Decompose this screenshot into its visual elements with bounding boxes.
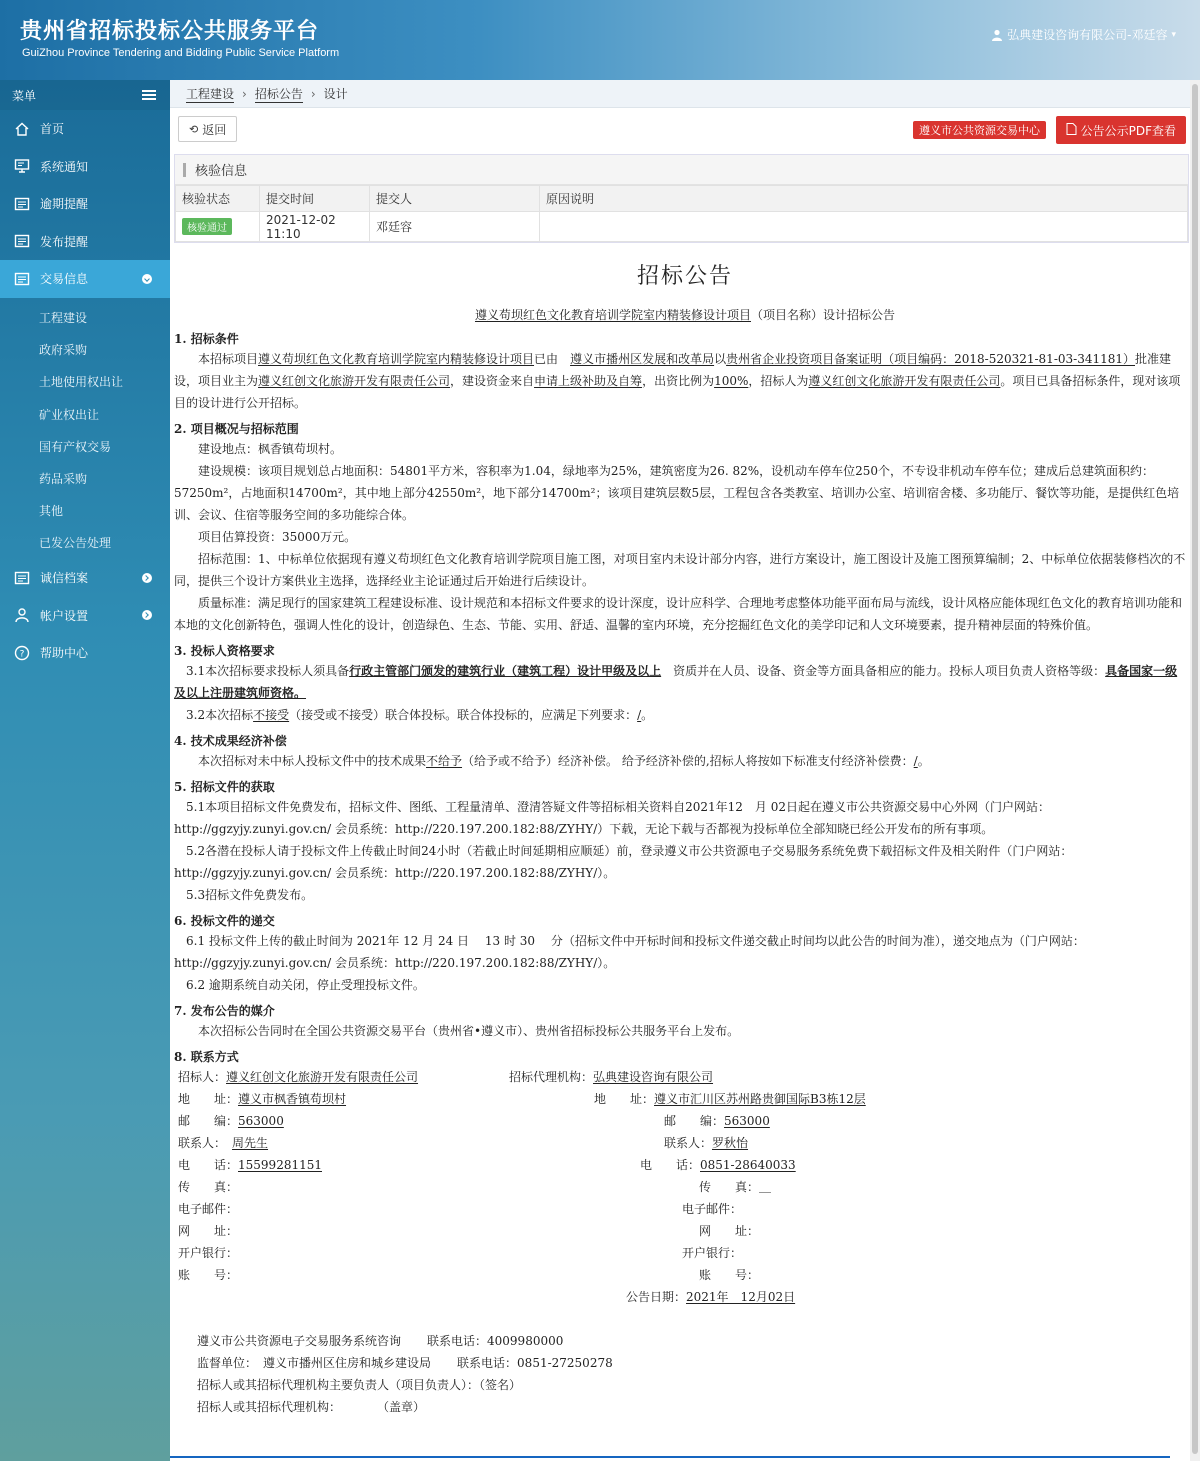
contact-row <box>174 1066 1200 1088</box>
label: 电 话： <box>640 1158 701 1172</box>
chevron-right-icon <box>142 573 152 583</box>
column-header: 提交时间 <box>260 186 370 212</box>
value: 遵义市汇川区苏州路贵御国际B3栋12层 <box>654 1092 866 1106</box>
chevron-right-icon: › <box>242 86 247 101</box>
sidebar-item-label: 系统通知 <box>40 159 89 174</box>
tenderer-account: 账 号： <box>178 1268 239 1282</box>
agent-zip <box>664 1110 770 1132</box>
paragraph: 本次招标公告同时在全国公共资源交易平台（贵州省•遵义市）、贵州省招标投标公共服务平台上发布。 <box>198 1024 740 1038</box>
paragraph <box>170 750 1200 772</box>
column-header: 核验状态 <box>176 186 260 212</box>
text: 。 <box>917 754 930 768</box>
footer-row <box>197 1330 1200 1352</box>
caret-down-icon: ▾ <box>1171 29 1176 40</box>
section-heading: 2. 项目概况与招标范围 <box>174 422 299 436</box>
paragraph: 建设规模：该项目规划总占地面积：54801平方米，容积率为1.04，绿地率为25%，建筑密度为26. 82%，设机动车停车位250个，不专设非机动车停车位；建成后总建筑面积约：57250m²，占地面积14700m²，其中地上部分42550m²，地下部分14700m²；该项目建筑层数5层，工程包含各类教室、培训办公室、培训宿舍楼、多功能厅、餐饮等功能，是提供红色培训、会议、住宿等服务空间的多功能综合体。 <box>174 464 1180 522</box>
contact-row <box>174 1132 1200 1154</box>
svg-text:?: ? <box>19 649 25 660</box>
sidebar-item-label: 逾期提醒 <box>40 197 89 212</box>
back-label: 返回 <box>202 122 227 137</box>
text: 遵义红创文化旅游开发有限责任公司 <box>808 374 1001 388</box>
scrollbar-thumb[interactable] <box>1192 84 1198 1454</box>
tenderer-tel <box>178 1154 322 1176</box>
sidebar-item-label: 发布提醒 <box>40 234 89 249</box>
tenderer-person <box>178 1132 268 1154</box>
hamburger-icon[interactable] <box>142 90 156 100</box>
text: 以 <box>714 352 727 366</box>
header <box>0 0 1200 80</box>
site-title: 贵州省招标投标公共服务平台 <box>20 19 320 44</box>
section-heading: 5. 招标文件的获取 <box>174 780 275 794</box>
text: 遵义苟坝红色文化教育培训学院室内精装修设计项目 <box>258 352 535 366</box>
sidebar-item-publish[interactable] <box>0 223 170 261</box>
value: 遵义红创文化旅游开发有限责任公司 <box>226 1070 419 1084</box>
sidebar-sub-item[interactable]: 其他 <box>39 504 64 519</box>
contact-row <box>174 1242 1200 1264</box>
heading-bar <box>183 163 186 177</box>
text: 批准建设，项目业主为 <box>174 352 1172 388</box>
sidebar-item-overdue[interactable] <box>0 185 170 223</box>
text: 资质并在人员、设备、资金等方面具备相应的能力。投标人项目负责人资格等级： <box>673 664 1106 678</box>
sidebar-submenu <box>0 298 170 560</box>
agent-account: 账 号： <box>699 1268 760 1282</box>
chevron-right-icon <box>142 610 152 620</box>
paragraph: 项目估算投资：35000万元。 <box>198 530 357 544</box>
text: 3.2本次招标 <box>186 708 254 722</box>
breadcrumb-current: 设计 <box>323 87 348 101</box>
value: 罗秋怡 <box>712 1136 749 1150</box>
text: ，建设资金来自 <box>450 374 535 388</box>
sidebar-item-label: 帮助中心 <box>40 646 89 661</box>
sidebar-sub-item[interactable]: 政府采购 <box>39 343 88 358</box>
paragraph: 质量标准：满足现行的国家建筑工程建设标准、设计规范和本招标文件要求的设计深度，设计应科学、合理地考虑整体功能平面布局与流线，设计风格应能体现红色文化的教育培训功能和本地的文化创新特色，强调人性化的设计，创造绿色、生态、节能、实用、舒适、温馨的室内环境，充分挖掘红色文化的美学印记和人文环境要素，提升精神层面的特殊价值。 <box>174 596 1183 632</box>
sidebar-item-label: 交易信息 <box>40 272 89 287</box>
time-cell: 2021-12-02 11:10 <box>260 212 370 242</box>
chevron-down-icon <box>142 274 152 284</box>
home-icon <box>14 121 30 137</box>
back-icon: ⟲ <box>189 122 199 136</box>
scrollbar[interactable] <box>1190 80 1200 1461</box>
section-heading: 6. 投标文件的递交 <box>174 914 275 928</box>
sidebar-sub-item[interactable]: 药品采购 <box>39 472 88 487</box>
contact-row <box>174 1176 1200 1198</box>
doc-title: 招标公告 <box>636 264 733 289</box>
label: 招标人： <box>178 1070 227 1084</box>
list-icon <box>14 196 30 212</box>
text: 3.1本次招标要求投标人须具备 <box>186 664 350 678</box>
text: 不给予 <box>426 754 463 768</box>
contact-row <box>174 1110 1200 1132</box>
text: 本次招标对未中标人投标文件中的技术成果 <box>198 754 427 768</box>
value: 2021年 12月02日 <box>686 1290 796 1304</box>
paragraph <box>170 660 1200 704</box>
text: 监督单位： <box>197 1356 252 1370</box>
sidebar-item-help[interactable] <box>0 634 170 672</box>
agent <box>509 1066 713 1088</box>
value: 弘典建设咨询有限公司 <box>593 1070 714 1084</box>
pdf-icon <box>1066 123 1077 138</box>
value: 563000 <box>724 1114 770 1128</box>
help-icon <box>14 645 30 661</box>
agent-bank: 开户银行： <box>682 1246 743 1260</box>
text: 具备国家一级及以上注册建筑师资格。 <box>174 664 1178 700</box>
label: 电 话： <box>178 1158 239 1172</box>
agent-fax <box>699 1176 771 1198</box>
bottom-divider <box>170 1456 1170 1458</box>
pdf-view-button[interactable] <box>1056 116 1186 144</box>
value: 0851-28640033 <box>700 1158 796 1172</box>
sidebar-item-label: 帐户设置 <box>40 608 89 623</box>
agent-web: 网 址： <box>699 1224 760 1238</box>
section-heading: 7. 发布公告的媒介 <box>174 1004 275 1018</box>
verify-table <box>175 185 1188 242</box>
doc-footer <box>170 1330 1200 1418</box>
list-icon <box>14 570 30 586</box>
value: 周先生 <box>232 1136 269 1150</box>
status-badge: 核验通过 <box>182 218 232 235</box>
status-cell <box>176 212 260 242</box>
value: ＿ <box>759 1180 772 1194</box>
site-subtitle: GuiZhou Province Tendering and Bidding Public Service Platform <box>22 47 340 59</box>
agent-tel <box>640 1154 796 1176</box>
verify-panel <box>174 154 1189 243</box>
trade-center-button[interactable]: 遵义市公共资源交易中心 <box>913 121 1046 139</box>
table-row <box>176 212 1188 242</box>
label: 传 真： <box>699 1180 760 1194</box>
paragraph: 5.1本项目招标文件免费发布，招标文件、图纸、工程量清单、澄清答疑文件等招标相关资料自2021年12 月 02日起在遵义市公共资源交易中心外网（门户网站：http://ggzyjy.zunyi.gov.cn/ 会员系统：http://220.197.200.182:88/ZYHY/）下载，无论下载与否都视为投标单位全部知晓已经公开发布的所有事项。 <box>174 800 1050 836</box>
text: 贵州省企业投资项目备案证明（项目编码：2018-520321-81-03-341181） <box>726 352 1136 366</box>
sidebar-sub-item[interactable]: 工程建设 <box>39 311 88 326</box>
paragraph: 6.2 逾期系统自动关闭，停止受理投标文件。 <box>186 978 425 992</box>
monitor-icon <box>14 158 30 174</box>
text: 遵义市公共资源电子交易服务系统咨询 <box>197 1334 402 1348</box>
label: 联系人： <box>178 1136 221 1150</box>
breadcrumb-item[interactable]: 工程建设 <box>186 86 235 101</box>
text: 。项目已具备招标条件，现对该项目的设计进行公开招标。 <box>174 374 1181 410</box>
footer-row <box>197 1352 1200 1374</box>
text: 100% <box>714 374 749 388</box>
menu-header <box>0 80 170 110</box>
paragraph: 建设地点：枫香镇苟坝村。 <box>198 442 343 456</box>
user-icon <box>991 29 1003 41</box>
section-heading: 1. 招标条件 <box>174 332 239 346</box>
submitter-cell: 邓廷容 <box>370 212 540 242</box>
sidebar-sub-item[interactable]: 矿业权出让 <box>39 407 100 422</box>
back-button[interactable] <box>178 116 237 142</box>
list-icon <box>14 271 30 287</box>
main-content <box>170 80 1200 1461</box>
sidebar-item-label: 诚信档案 <box>40 571 89 586</box>
value: 563000 <box>238 1114 284 1128</box>
user-menu[interactable] <box>991 26 1176 43</box>
text: 申请上级补助及自筹 <box>534 374 643 388</box>
user-name: 弘典建设咨询有限公司-邓廷容 <box>1007 28 1168 42</box>
agent-address <box>594 1088 866 1110</box>
verify-title: 核验信息 <box>195 164 248 179</box>
agent-person <box>664 1132 748 1154</box>
subtitle-rest: （项目名称）设计招标公告 <box>751 308 896 322</box>
footer-row: 招标人或其招标代理机构： （盖章） <box>197 1400 426 1414</box>
label: 招标代理机构： <box>509 1070 594 1084</box>
sidebar-sub-item[interactable]: 国有产权交易 <box>39 439 112 454</box>
publish-date <box>170 1286 1200 1308</box>
agent-email: 电子邮件： <box>682 1202 743 1216</box>
text: / <box>637 708 642 722</box>
tenderer-fax: 传 真： <box>178 1180 239 1194</box>
doc-subtitle <box>170 306 1200 324</box>
tenderer-bank: 开户银行： <box>178 1246 239 1260</box>
text: 已由 <box>534 352 559 366</box>
column-header: 原因说明 <box>540 186 1188 212</box>
paragraph: 5.3招标文件免费发布。 <box>186 888 314 902</box>
menu-label: 菜单 <box>12 88 37 103</box>
text: 不接受 <box>253 708 290 722</box>
contact-row <box>174 1088 1200 1110</box>
text: ，招标人为 <box>748 374 809 388</box>
paragraph <box>170 704 1200 726</box>
footer-row: 招标人或其招标代理机构主要负责人（项目负责人）：（签名） <box>197 1378 522 1392</box>
text: 。 <box>641 708 654 722</box>
toolbar <box>178 114 1186 142</box>
label: 地 址： <box>594 1092 655 1106</box>
tenderer-zip <box>178 1110 284 1132</box>
sidebar-item-trade[interactable] <box>0 260 170 298</box>
paragraph: 招标范围：1、中标单位依据现有遵义苟坝红色文化教育培训学院项目施工图，对项目室内未设计部分内容，进行方案设计，施工图设计及施工图预算编制；2、中标单位依据装修档次的不同，提供三个设计方案供业主选择，选择经业主论证通过后开始进行后续设计。 <box>174 552 1186 588</box>
verify-heading <box>175 155 1188 185</box>
paragraph: 5.2各潜在投标人请于投标文件上传截止时间24小时（若截止时间延期相应顺延）前，登录遵义市公共资源电子交易服务系统免费下载招标文件及相关附件（门户网站：http://ggzyjy.zunyi.gov.cn/ 会员系统：http://220.197.200.182:88/ZYHY/）。 <box>174 844 1073 880</box>
section-heading: 3. 投标人资格要求 <box>174 644 275 658</box>
column-header: 提交人 <box>370 186 540 212</box>
sidebar-item-credit[interactable] <box>0 559 170 597</box>
tenderer-web: 网 址： <box>178 1224 239 1238</box>
sidebar-item-home[interactable] <box>0 110 170 148</box>
announcement-document <box>170 260 1200 1418</box>
label: 公告日期： <box>626 1290 687 1304</box>
label: 联系人： <box>664 1136 713 1150</box>
text: 本招标项目 <box>198 352 259 366</box>
label: 邮 编： <box>664 1114 725 1128</box>
text: 联系电话：4009980000 <box>427 1334 564 1348</box>
reason-cell <box>540 212 1188 242</box>
tenderer-address <box>178 1088 346 1110</box>
chevron-right-icon: › <box>310 86 316 101</box>
section-heading: 8. 联系方式 <box>174 1050 239 1064</box>
list-icon <box>14 233 30 249</box>
text: 遵义红创文化旅游开发有限责任公司 <box>258 374 451 388</box>
text: 行政主管部门颁发的建筑行业（建筑工程）设计甲级及以上 <box>349 664 662 678</box>
sidebar-sub-item[interactable]: 已发公告处理 <box>39 536 112 551</box>
contact-row <box>174 1220 1200 1242</box>
breadcrumb <box>170 80 1200 108</box>
text: ，出资比例为 <box>642 374 715 388</box>
text: （接受或不接受）联合体投标。联合体投标的，应满足下列要求： <box>289 708 638 722</box>
paragraph <box>170 348 1200 414</box>
sidebar-item-notice[interactable] <box>0 148 170 186</box>
text: 联系电话：0851-27250278 <box>457 1356 613 1370</box>
label: 邮 编： <box>178 1114 239 1128</box>
sidebar-sub-item[interactable]: 土地使用权出让 <box>39 375 124 390</box>
paragraph: 6.1 投标文件上传的截止时间为 2021年 12 月 24 日 13 时 30 分（招标文件中开标时间和投标文件递交截止时间均以此公告的时间为准），递交地点为（门户网站：http://ggzyjy.zunyi.gov.cn/ 会员系统：http://220.197.200.182:88/ZYHY/）。 <box>174 934 1085 970</box>
value: 遵义市枫香镇苟坝村 <box>238 1092 347 1106</box>
sidebar <box>0 80 170 1461</box>
breadcrumb-item[interactable]: 招标公告 <box>254 86 303 101</box>
contact-row <box>174 1264 1200 1286</box>
contact-row <box>174 1154 1200 1176</box>
label: 地 址： <box>178 1092 239 1106</box>
section-heading: 4. 技术成果经济补偿 <box>174 734 287 748</box>
contact-row <box>174 1198 1200 1220</box>
text: 遵义市播州区发展和改革局 <box>570 352 715 366</box>
project-name: 遵义苟坝红色文化教育培训学院室内精装修设计项目 <box>474 308 751 322</box>
pdf-label: 公告公示PDF查看 <box>1080 123 1176 138</box>
text: （给予或不给予）经济补偿。 给予经济补偿的,招标人将按如下标准支付经济补偿费： <box>462 754 914 768</box>
text: 遵义市播州区住房和城乡建设局 <box>263 1356 432 1370</box>
tenderer <box>178 1066 418 1088</box>
table-header-row <box>176 186 1188 212</box>
tenderer-email: 电子邮件： <box>178 1202 239 1216</box>
user-icon <box>14 607 30 623</box>
contact-block <box>170 1066 1200 1286</box>
text: / <box>913 754 918 768</box>
sidebar-item-account[interactable] <box>0 597 170 635</box>
sidebar-item-label: 首页 <box>40 122 65 137</box>
value: 15599281151 <box>238 1158 322 1172</box>
